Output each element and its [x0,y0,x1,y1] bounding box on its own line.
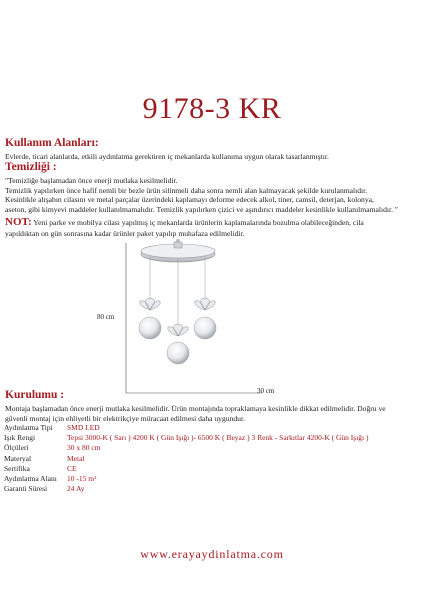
install-line: güvenli montaj için ehliyetli bir elektrikçiye müracaat edilmesi daha uygundur. [5,413,245,423]
cleaning-line: "Temizliğe başlamadan önce enerji mutlaka kesilmelidir. [5,176,178,185]
cleaning-line: Kesinlikle alışabın cilasını ve metal parçalar üzerindeki kaplamayı deforme edecek alkol, tiner, camsil, deterjan, kolonya, [5,195,374,205]
spec-value: CE [67,463,77,473]
height-label: 80 cm [97,313,115,321]
spec-value: Tepsi 3000-K ( Sarı ) 4200 K ( Gün Işığı )- 6500 K ( Beyaz ) 3 Renk - Sarkıtlar 4200-K ( Gün Işığı ) [67,433,369,443]
spec-key: Işık Rengi [4,433,36,443]
product-illustration [0,238,424,398]
pendant-center [167,324,189,364]
usage-heading: Kullanım Alanları: [5,137,99,149]
spec-key: Aydınlatma Tipi [4,423,53,432]
install-heading: Kurulumu : [5,389,65,401]
spec-value: 10 -15 m² [67,474,97,484]
spec-row [4,474,424,484]
spec-key: Garanti Süresi [4,484,48,494]
cleaning-text [5,176,423,214]
usage-text: Evlerde, ticari alanlarda, etkili aydınlatma gerektiren iç mekanlarda kullanıma uygun olarak tasarlanmıştır. [5,152,329,161]
note-label: NOT: [5,216,32,228]
note-line-1 [5,218,364,228]
cleaning-line: Temizlik yapılırken önce hafif nemli bir bezle ürün silinmeli daha sonra nemli alan kalmayacak şekilde kurulanmalıdır. [5,185,368,195]
spec-value: 24 Ay [67,484,85,494]
spec-key: Sertifika [4,463,30,473]
install-text [5,404,423,423]
spec-row [4,443,424,453]
note-text: Yeni parke ve mobilya cilası yapılmış iç mekanlarda ürünlerin kaplamalarında bozulma olabileceğinden, cila [31,218,364,227]
spec-key: Materyal [4,453,32,463]
spec-row [4,454,424,464]
spec-row [4,464,424,474]
cleaning-heading: Temizliği : [5,161,57,173]
spec-row [4,433,424,443]
spec-table [4,423,424,494]
spec-value: 30 x 80 cm [67,443,101,453]
width-label: 30 cm [257,387,275,395]
spec-row [4,484,424,494]
spec-key: Ölçüleri [4,443,29,453]
spec-row [4,423,424,433]
cleaning-line: aseton, gibi kimyevi maddeler kullanılmamalıdır. Temizlik yapılırken çizici ve aşındırıcı maddeler kesinlikle kullanılmamalıdır. " [5,204,398,214]
pendant-left [139,298,161,339]
spec-value: SMD LED [67,423,100,432]
install-line: Montaja başlamadan önce enerji mutlaka kesilmelidir. Ürün montajında topraklamaya kesinlikle dikkat edilmelidir. Doğru ve [5,404,386,413]
product-code: 9178-3 KR [142,92,282,125]
spec-value: Metal [67,453,85,463]
pendant-right [194,298,216,339]
website-link[interactable]: www.erayaydinlatma.com [140,547,284,561]
spec-key: Aydınlatma Alanı [4,474,57,484]
note-line-2: yapıldıktan on gün sonrasına kadar ürünler paket yapılıp muhafaza edilmelidir. [5,229,245,238]
